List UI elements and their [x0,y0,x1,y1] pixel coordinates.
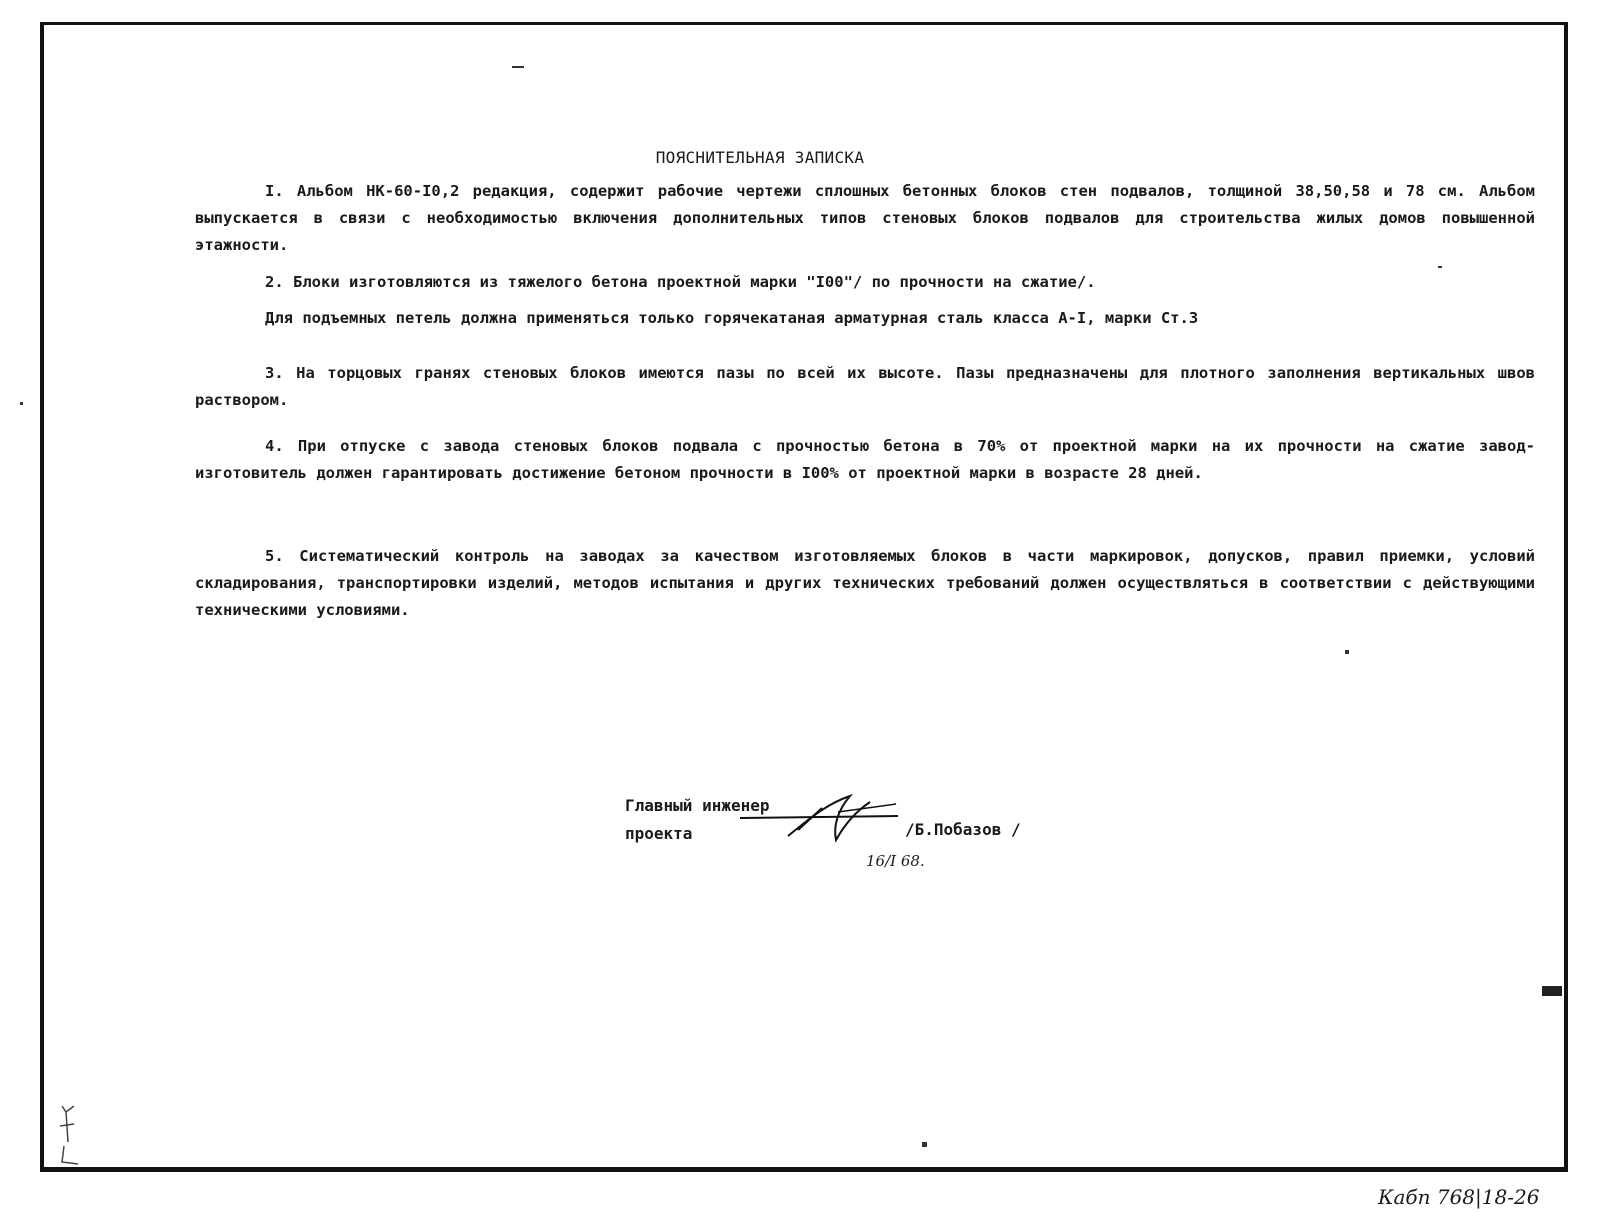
scan-speck [20,402,23,405]
signature-position-line2: проекта [625,824,693,843]
scan-speck [512,66,524,68]
signature-position-line1: Главный инженер [625,796,770,815]
paragraph-2-note: Для подъемных петель должна применяться только горячекатаная арматурная сталь класса A-I, марки Ст.3 [265,309,1199,327]
paragraph-3: 3. На торцовых гранях стеновых блоков имеются пазы по всей их высоте. Пазы предназначены для плотного заполнения вертикальных швов раствором. [195,364,1535,409]
margin-handwriting [52,1102,92,1172]
paragraph-5: 5. Систематический контроль на заводах за качеством изготовляемых блоков в части маркировок, допусков, правил приемки, условий складирования, транспортировки изделий, методов испытания и других технических требований должен осуществляться в соответствии с действующими техническими условиями. [195,547,1535,619]
archive-note: Кабп 768|18-26 [1378,1185,1540,1209]
paragraph-2: 2. Блоки изготовляются из тяжелого бетона проектной марки "I00"/ по прочности на сжатие/. [265,273,1096,291]
handwritten-signature [738,790,908,850]
signature-name: /Б.Побазов / [905,820,1021,839]
scan-speck [1438,266,1442,268]
signature-date: 16/I 68. [866,852,925,870]
paragraph-1: I. Альбом НК-60-I0,2 редакция, содержит рабочие чертежи сплошных бетонных блоков стен подвалов, толщиной 38,50,58 и 78 см. Альбом выпускается в связи с необходимостью включения дополнительных типов стеновых блоков подвалов для строительства жилых домов повышенной этажности. [195,182,1535,254]
document-title: ПОЯСНИТЕЛЬНАЯ ЗАПИСКА [655,148,865,167]
corner-stamp-mark [1542,986,1562,996]
scan-speck [922,1142,927,1147]
scan-speck [1345,650,1349,654]
paragraph-4: 4. При отпуске с завода стеновых блоков подвала с прочностью бетона в 70% от проектной марки на их прочности на сжатие завод-изготовитель должен гарантировать достижение бетоном прочности в I00% от проектной марки в возрасте 28 дней. [195,437,1535,482]
